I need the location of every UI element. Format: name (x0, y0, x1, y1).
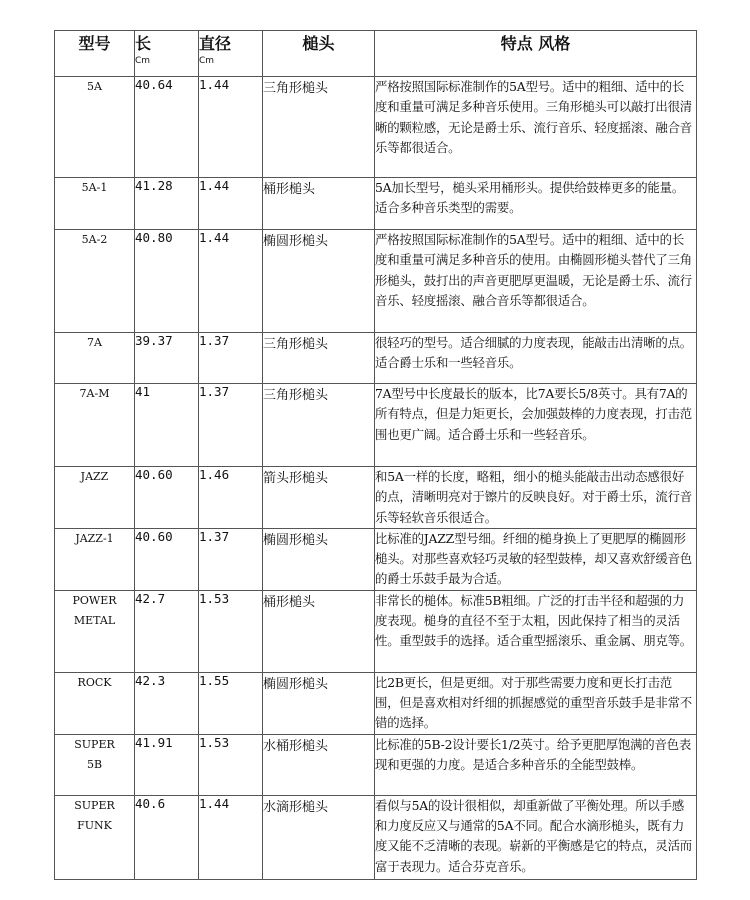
header-model: 型号 (55, 31, 135, 77)
length-unit: Cm (135, 56, 151, 66)
cell-length: 40.64 (135, 77, 199, 178)
cell-features: 非常长的槌体。标准5B粗细。广泛的打击半径和超强的力度表现。槌身的直径不至于太粗，因此保持了相当的灵活性。重型鼓手的选择。适合重型摇滚乐、重金属、朋克等。 (375, 590, 697, 672)
cell-features: 7A型号中长度最长的版本，比7A要长5/8英寸。具有7A的所有特点，但是力矩更长，会加强鼓棒的力度表现，打击范围也更广阔。适合爵士乐和一些轻音乐。 (375, 384, 697, 467)
table-row (55, 734, 697, 795)
cell-diameter: 1.44 (199, 795, 263, 879)
cell-model: 7A-M (55, 384, 135, 467)
cell-model: 5A-1 (55, 178, 135, 230)
header-tip: 槌头 (263, 31, 375, 77)
cell-features: 比2B更长，但是更细。对于那些需要力度和更长打击范围，但是喜欢相对纤细的抓握感觉的重型音乐鼓手是非常不错的选择。 (375, 672, 697, 734)
table-row (55, 178, 697, 230)
cell-features: 和5A一样的长度，略粗，细小的槌头能敲击出动态感很好的点，清晰明亮对于镲片的反映良好。对于爵士乐，流行音乐等轻软音乐很适合。 (375, 467, 697, 529)
cell-model: ROCK (55, 672, 135, 734)
cell-features: 严格按照国际标准制作的5A型号。适中的粗细、适中的长度和重量可满足多种音乐使用。三角形槌头可以敲打出很清晰的颗粒感，无论是爵士乐、流行音乐、轻度摇滚、融合音乐等都很适合。 (375, 77, 697, 178)
table-row (55, 672, 697, 734)
cell-tip: 桶形槌头 (263, 178, 375, 230)
cell-model: 5A (55, 77, 135, 178)
header-features: 特点 风格 (375, 31, 697, 77)
cell-features: 比标准的JAZZ型号细。纤细的槌身换上了更肥厚的椭圆形槌头。对那些喜欢轻巧灵敏的轻型鼓棒，却又喜欢舒缓音色的爵士乐鼓手最为合适。 (375, 528, 697, 590)
cell-model: JAZZ (55, 467, 135, 529)
cell-length: 40.80 (135, 230, 199, 333)
cell-diameter: 1.44 (199, 178, 263, 230)
table-row (55, 528, 697, 590)
header-row (55, 31, 697, 77)
cell-tip: 水滴形槌头 (263, 795, 375, 879)
cell-length: 41.91 (135, 734, 199, 795)
cell-tip: 椭圆形槌头 (263, 528, 375, 590)
cell-features: 看似与5A的设计很相似，却重新做了平衡处理。所以手感和力度反应又与通常的5A不同。配合水滴形槌头，既有力度又能不乏清晰的表现。崭新的平衡感是它的特点，灵活而富于表现力。适合芬克音乐。 (375, 795, 697, 879)
cell-model: 5A-2 (55, 230, 135, 333)
cell-length: 40.60 (135, 467, 199, 529)
cell-diameter: 1.46 (199, 467, 263, 529)
table-row (55, 795, 697, 879)
table-row (55, 230, 697, 333)
cell-length: 42.3 (135, 672, 199, 734)
table-row (55, 467, 697, 529)
cell-length: 40.6 (135, 795, 199, 879)
cell-features: 5A加长型号，槌头采用桶形头。提供给鼓棒更多的能量。适合多种音乐类型的需要。 (375, 178, 697, 230)
cell-diameter: 1.44 (199, 77, 263, 178)
cell-diameter: 1.37 (199, 528, 263, 590)
cell-diameter: 1.53 (199, 590, 263, 672)
cell-length: 39.37 (135, 333, 199, 384)
cell-tip: 水桶形槌头 (263, 734, 375, 795)
cell-model: JAZZ-1 (55, 528, 135, 590)
table-row (55, 333, 697, 384)
header-length: 长 Cm (135, 31, 199, 77)
cell-length: 41.28 (135, 178, 199, 230)
table-row (55, 590, 697, 672)
cell-diameter: 1.37 (199, 333, 263, 384)
cell-diameter: 1.53 (199, 734, 263, 795)
table-row (55, 77, 697, 178)
cell-diameter: 1.44 (199, 230, 263, 333)
cell-diameter: 1.37 (199, 384, 263, 467)
cell-length: 40.60 (135, 528, 199, 590)
cell-diameter: 1.55 (199, 672, 263, 734)
drumstick-spec-table (54, 30, 697, 880)
cell-length: 41 (135, 384, 199, 467)
cell-tip: 三角形槌头 (263, 384, 375, 467)
cell-model: 7A (55, 333, 135, 384)
cell-model: SUPER 5B (55, 734, 135, 795)
cell-features: 严格按照国际标准制作的5A型号。适中的粗细、适中的长度和重量可满足多种音乐的使用。由椭圆形槌头替代了三角形槌头，鼓打出的声音更肥厚更温暖，无论是爵士乐、流行音乐、轻度摇滚、融合音乐等都很适合。 (375, 230, 697, 333)
table-row (55, 384, 697, 467)
header-diameter: 直径 Cm (199, 31, 263, 77)
cell-tip: 椭圆形槌头 (263, 672, 375, 734)
cell-tip: 椭圆形槌头 (263, 230, 375, 333)
diameter-unit: Cm (199, 56, 215, 66)
cell-features: 比标准的5B-2设计要长1/2英寸。给予更肥厚饱满的音色表现和更强的力度。是适合多种音乐的全能型鼓棒。 (375, 734, 697, 795)
cell-tip: 桶形槌头 (263, 590, 375, 672)
cell-model: POWER METAL (55, 590, 135, 672)
cell-features: 很轻巧的型号。适合细腻的力度表现，能敲击出清晰的点。适合爵士乐和一些轻音乐。 (375, 333, 697, 384)
cell-tip: 箭头形槌头 (263, 467, 375, 529)
cell-model: SUPER FUNK (55, 795, 135, 879)
cell-tip: 三角形槌头 (263, 77, 375, 178)
cell-tip: 三角形槌头 (263, 333, 375, 384)
cell-length: 42.7 (135, 590, 199, 672)
